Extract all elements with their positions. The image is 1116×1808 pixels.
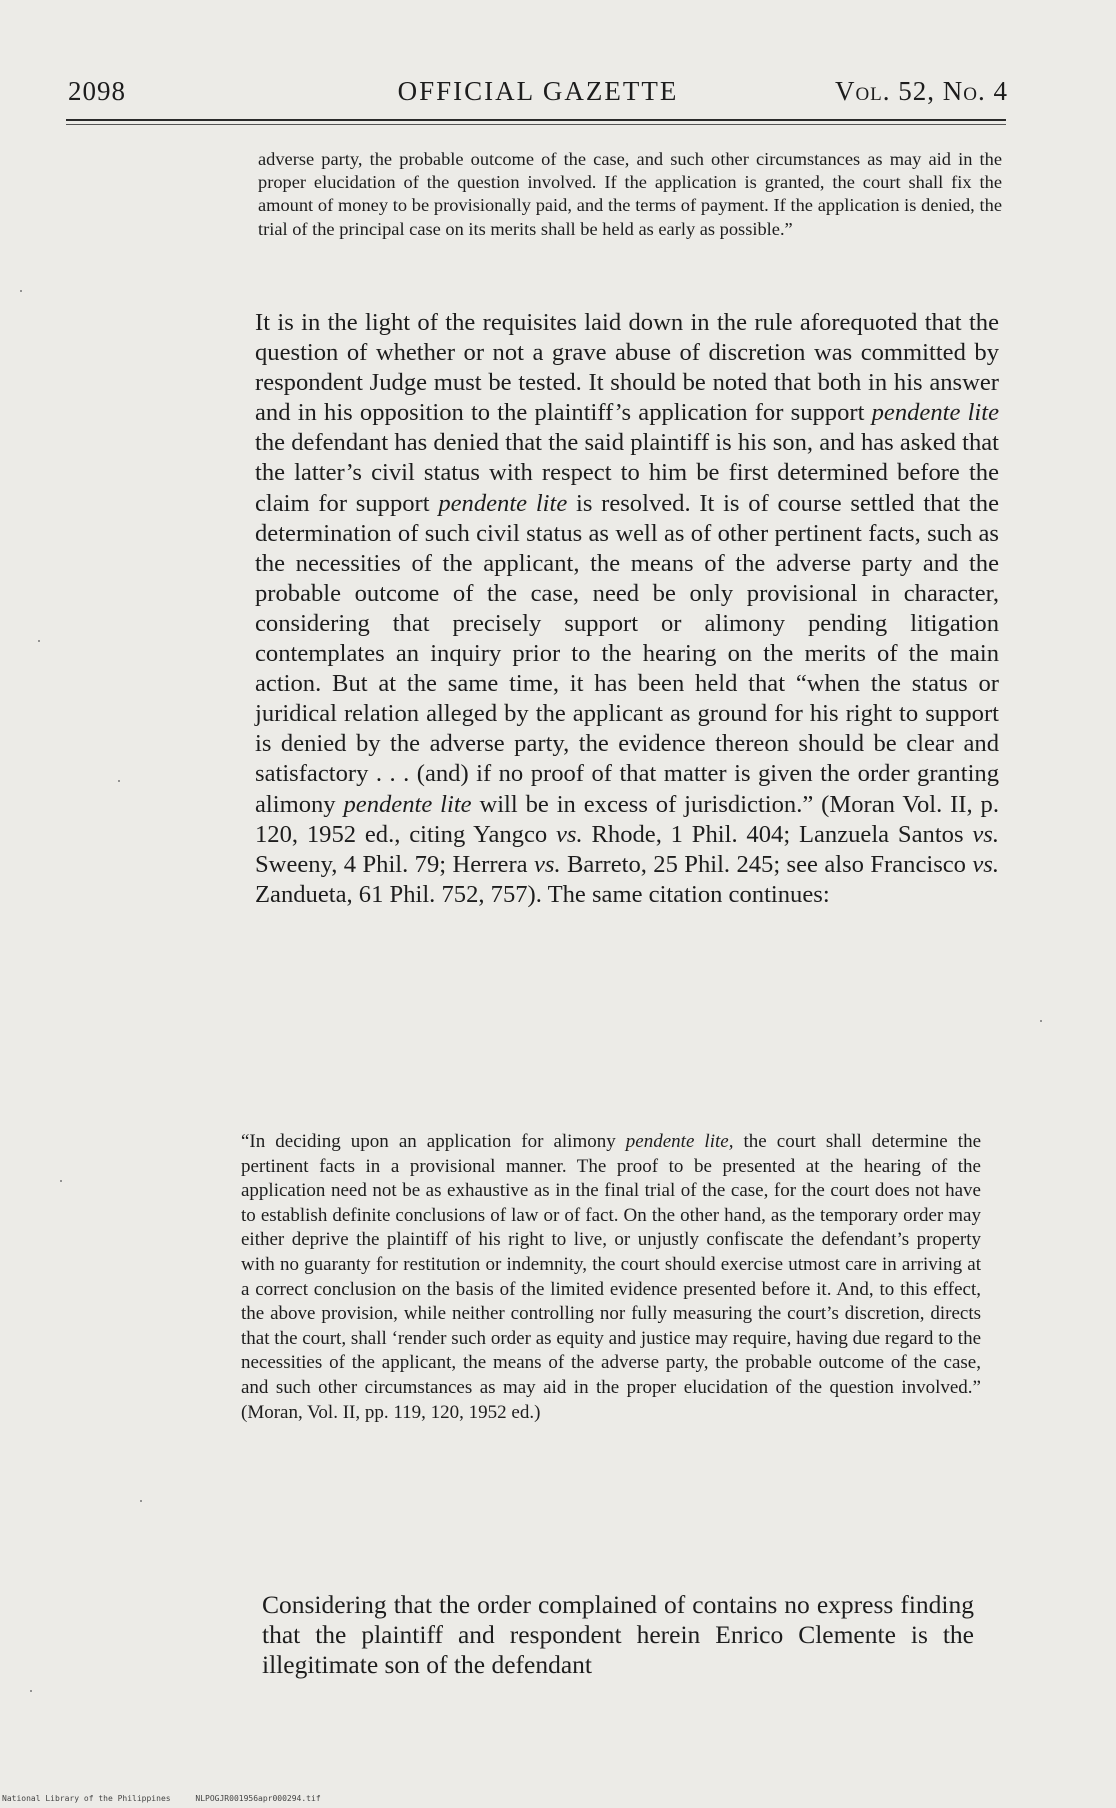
scan-speck xyxy=(38,640,40,642)
block-quotation xyxy=(241,1130,981,1425)
scan-speck xyxy=(1040,1020,1042,1022)
scan-speck xyxy=(140,1500,142,1502)
quoted-rule-continuation: adverse party, the probable outcome of the case, and such other circumstances as may aid in the proper elucidation of the question involved. If the application is granted, the court shall fix the amount of money to be provisionally paid, and the terms of payment. If the application is denied, the trial of the principal case on its merits shall be held as early as possible.” xyxy=(258,149,1002,239)
volume-number: Vol. 52, No. 4 xyxy=(834,76,1008,106)
body-text: Barreto, 25 Phil. 245; see also Francisco xyxy=(560,850,973,878)
latin-term: pendente lite xyxy=(438,489,568,517)
body-text: the defendant has denied that the said plaintiff is his son, and has asked that the latter’s civil status with respect to him be first determined before the claim for support xyxy=(255,429,999,517)
body-paragraph-1 xyxy=(255,308,999,910)
latin-term: pendente lite xyxy=(343,790,472,818)
body-text: It is in the light of the requisites laid down in the rule aforequoted that the question of whether or not a grave abuse of discretion was committed by respondent Judge must be tested. It should be noted that both in his answer and in his opposition to the plaintiff’s application for support xyxy=(255,309,999,427)
file-identifier: NLPOGJR001956apr000294.tif xyxy=(195,1794,321,1803)
versus-term: vs. xyxy=(972,850,1000,878)
latin-term: pendente lite, xyxy=(625,1131,734,1152)
quote-text: the court shall determine the pertinent facts in a provisional manner. The proof to be presented at the hearing of the application need not be as exhaustive as in the final trial of the case, for the court does not have to establish definite conclusions of law or of fact. On the other hand, as the temporary order may either deprive the plaintiff of his right to live, or unjustly confiscate the defendant’s property with no guaranty for restitution or indemnity, the court should exercise utmost care in arriving at a correct conclusion on the basis of the limited evidence presented before it. And, to this effect, the above provision, while neither controlling nor fully measuring the court’s discretion, directs that the court, shall ‘render such order as equity and justice may require, having due regard to the necessities of the applicant, the means of the adverse party, the probable outcome of the case, and such other circumstances as may aid in the proper elucidation of the question involved.” (Moran, Vol. II, pp. 119, 120, 1952 ed.) xyxy=(241,1131,981,1423)
body-text: Zandueta, 61 Phil. 752, 757). The same citation continues: xyxy=(255,880,830,908)
scan-speck xyxy=(30,1690,32,1692)
header-rule-thin xyxy=(66,124,1006,125)
page-header xyxy=(68,76,1008,116)
header-rule xyxy=(66,119,1006,121)
page-number: 2098 xyxy=(68,76,126,106)
quote-text: “In deciding upon an application for alimony xyxy=(241,1131,626,1152)
publication-title: OFFICIAL GAZETTE xyxy=(397,76,679,106)
body-text: Sweeny, 4 Phil. 79; Herrera xyxy=(255,850,534,878)
scan-speck xyxy=(20,290,22,292)
scan-speck xyxy=(60,1180,62,1182)
library-credit: National Library of the Philippines xyxy=(2,1794,171,1803)
scan-speck xyxy=(118,780,120,782)
body-text: Rhode, 1 Phil. 404; Lanzuela Santos xyxy=(582,820,973,848)
body-text: will be in excess of jurisdiction.” (Moran Vol. II, p. 120, 1952 ed., citing Yangco xyxy=(255,790,999,848)
body-paragraph-2: Considering that the order complained of contains no express finding that the plaintiff and respondent herein Enrico Clemente is the illegitimate son of the defendant xyxy=(262,1590,974,1679)
latin-term: pendente lite xyxy=(871,399,999,427)
versus-term: vs. xyxy=(533,850,561,878)
versus-term: vs. xyxy=(556,820,583,848)
versus-term: vs. xyxy=(972,820,999,848)
body-text: is resolved. It is of course settled that the determination of such civil status as well as of other pertinent facts, such as the necessities of the applicant, the means of the adverse party and the probable outcome of the case, need be only provisional in character, considering that precisely support or alimony pending litigation contemplates an inquiry prior to the hearing on the merits of the main action. But at the same time, it has been held that “when the status or juridical relation alleged by the applicant as ground for his right to support is denied by the adverse party, the evidence thereon should be clear and satisfactory . . . (and) if no proof of that matter is given the order granting alimony xyxy=(255,489,999,818)
scan-footer xyxy=(2,1794,341,1803)
